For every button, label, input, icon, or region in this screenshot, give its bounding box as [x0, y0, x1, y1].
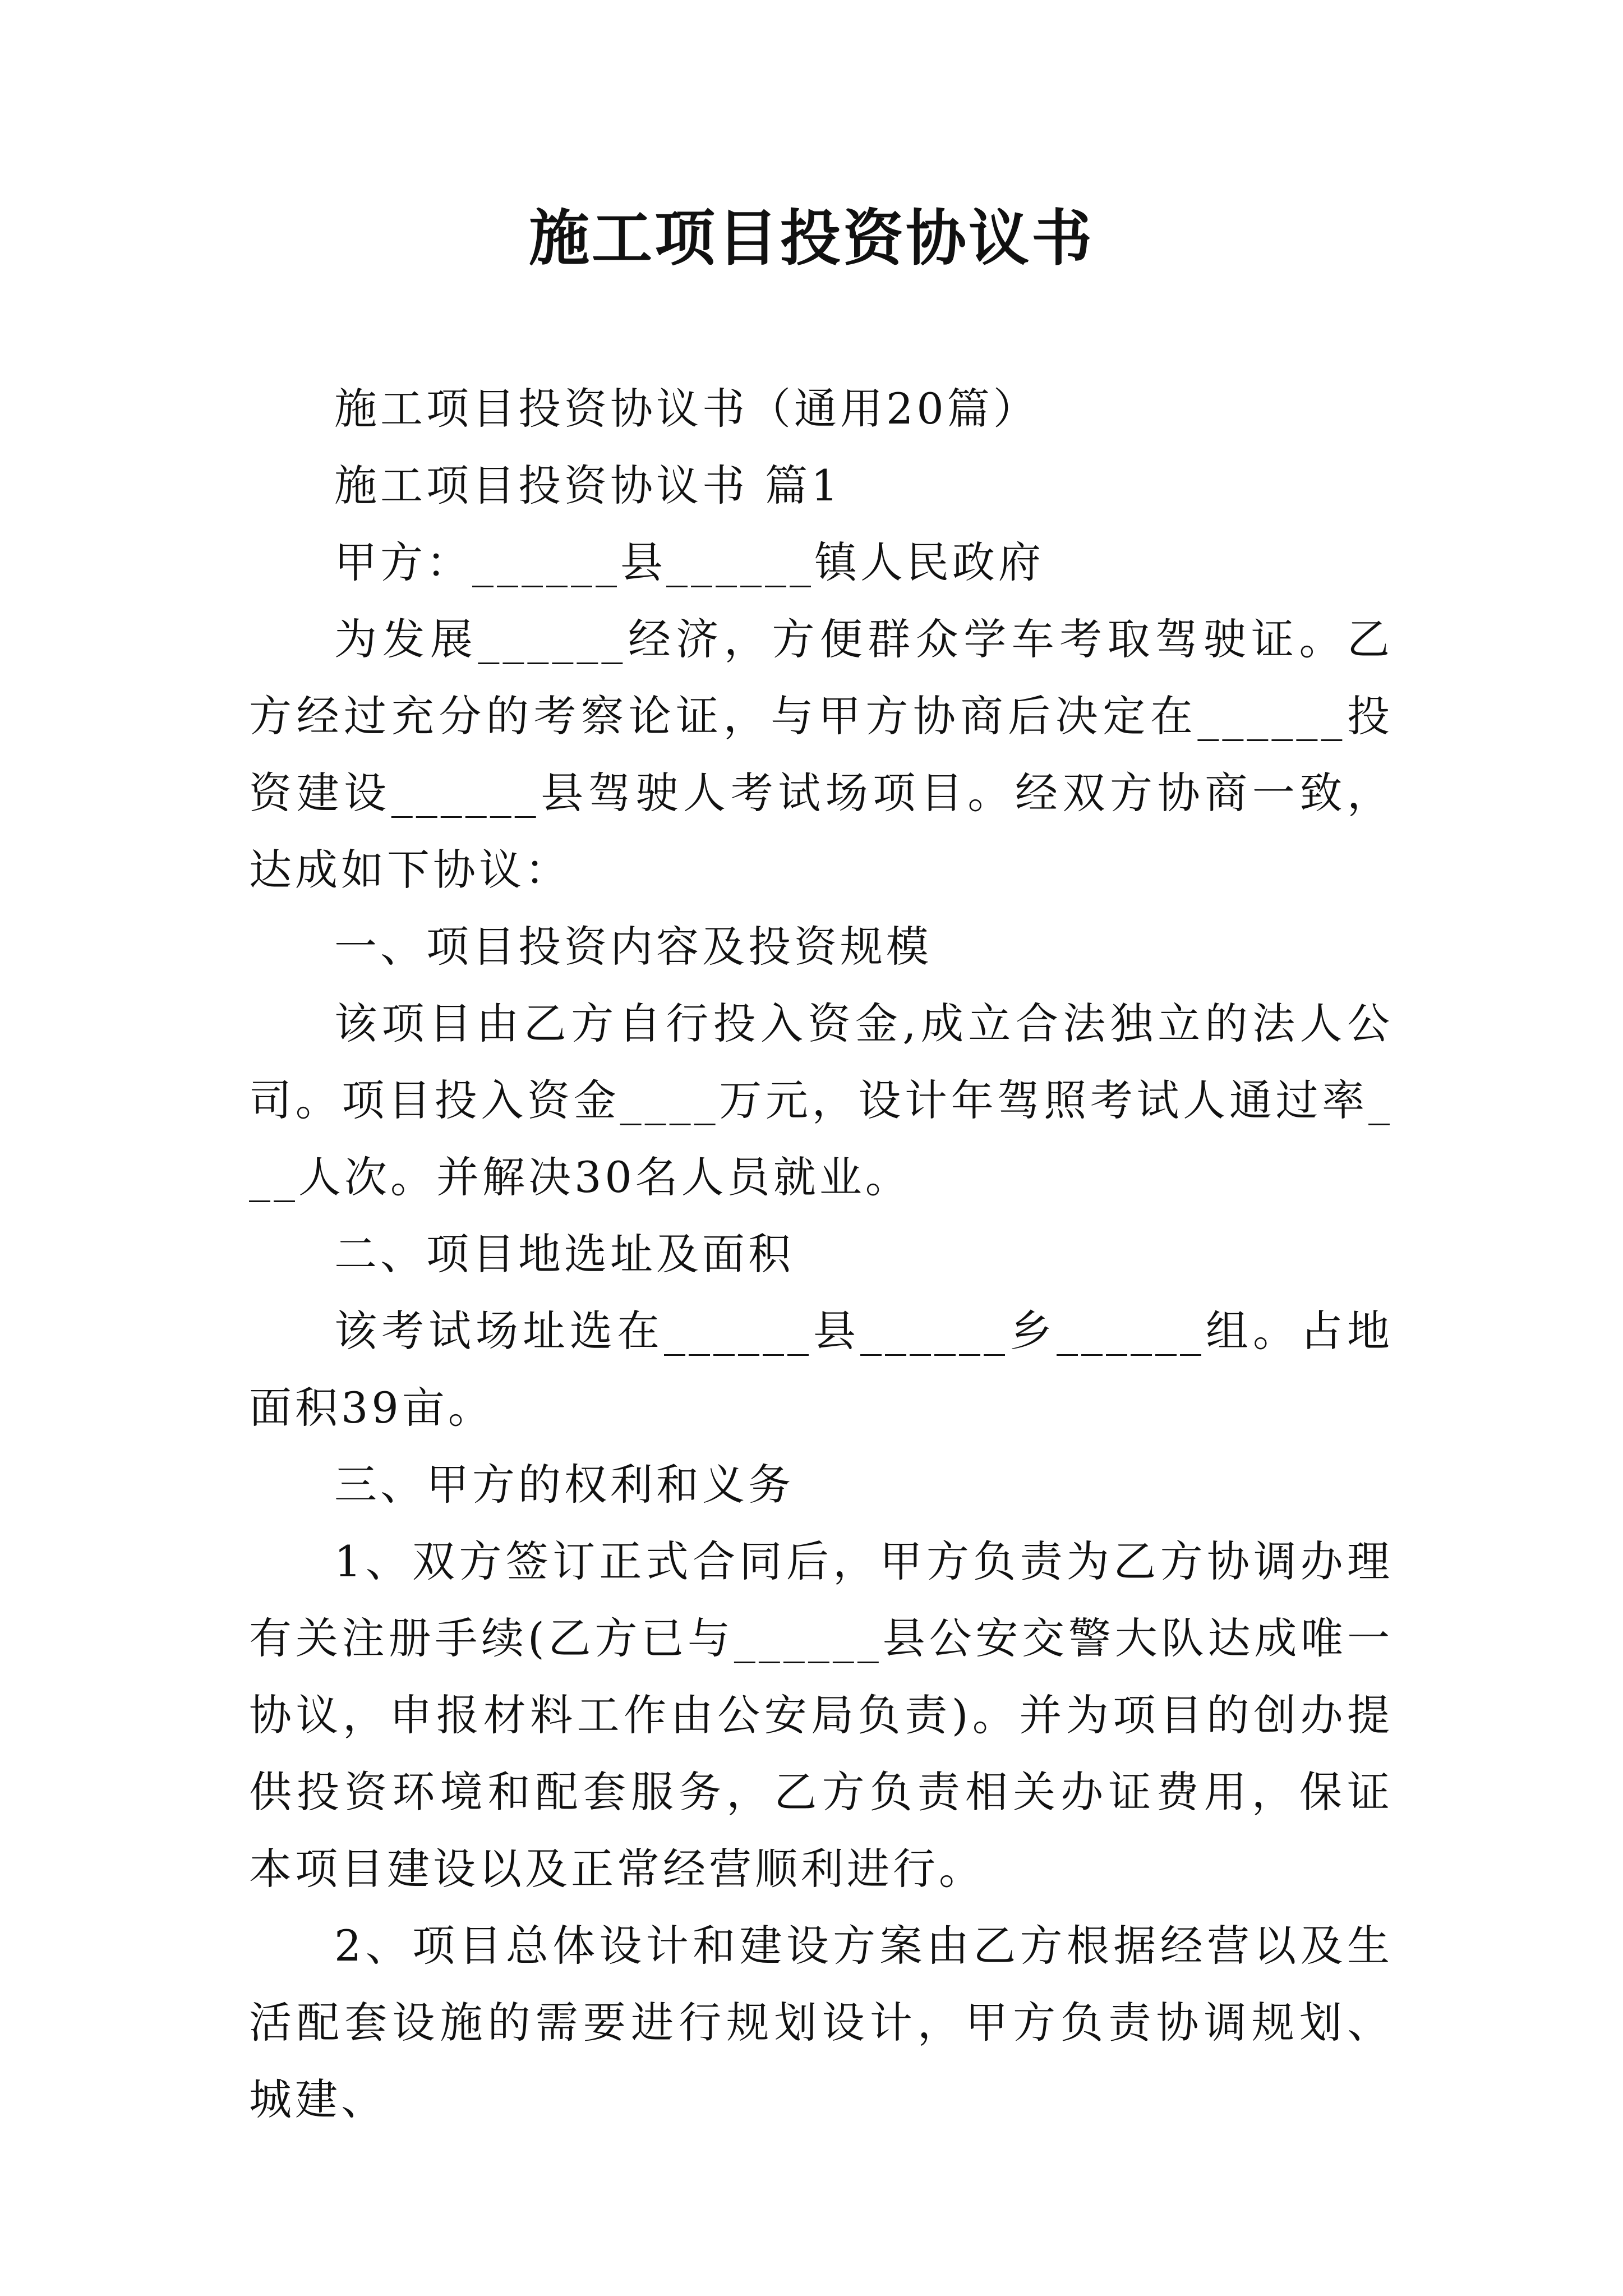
paragraph: 为发展______经济，方便群众学车考取驾驶证。乙方经过充分的考察论证，与甲方协商后决定在______投资建设______县驾驶人考试场项目。经双方协商一致，达成如下协议： [249, 614, 1393, 895]
paragraph: 2、项目总体设计和建设方案由乙方根据经营以及生活配套设施的需要进行规划设计，甲方负责协调规划、城建、 [249, 1921, 1393, 2124]
paragraph: 施工项目投资协议书 篇1 [334, 461, 842, 510]
document-title: 施工项目投资协议书 [528, 203, 1094, 274]
section-heading: 三、甲方的权利和义务 [334, 1460, 794, 1510]
paragraph: 1、双方签订正式合同后，甲方负责为乙方协调办理有关注册手续(乙方已与______县公安交警大队达成唯一协议，申报材料工作由公安局负责)。并为项目的创办提供投资环境和配套服务，乙方负责相关办证费用，保证本项目建设以及正常经营顺利进行。 [249, 1536, 1393, 1894]
section-heading: 一、项目投资内容及投资规模 [334, 922, 932, 972]
section-heading: 二、项目地选址及面积 [334, 1229, 794, 1279]
paragraph: 该项目由乙方自行投入资金,成立合法独立的法人公司。项目投入资金____万元，设计年驾照考试人通过率___人次。并解决30名人员就业。 [249, 999, 1393, 1202]
document-body [249, 370, 1393, 2138]
paragraph: 施工项目投资协议书（通用20篇） [334, 384, 1039, 434]
paragraph: 甲方：______县______镇人民政府 [334, 537, 1044, 587]
paragraph: 该考试场址选在______县______乡______组。占地面积39亩。 [249, 1306, 1393, 1433]
